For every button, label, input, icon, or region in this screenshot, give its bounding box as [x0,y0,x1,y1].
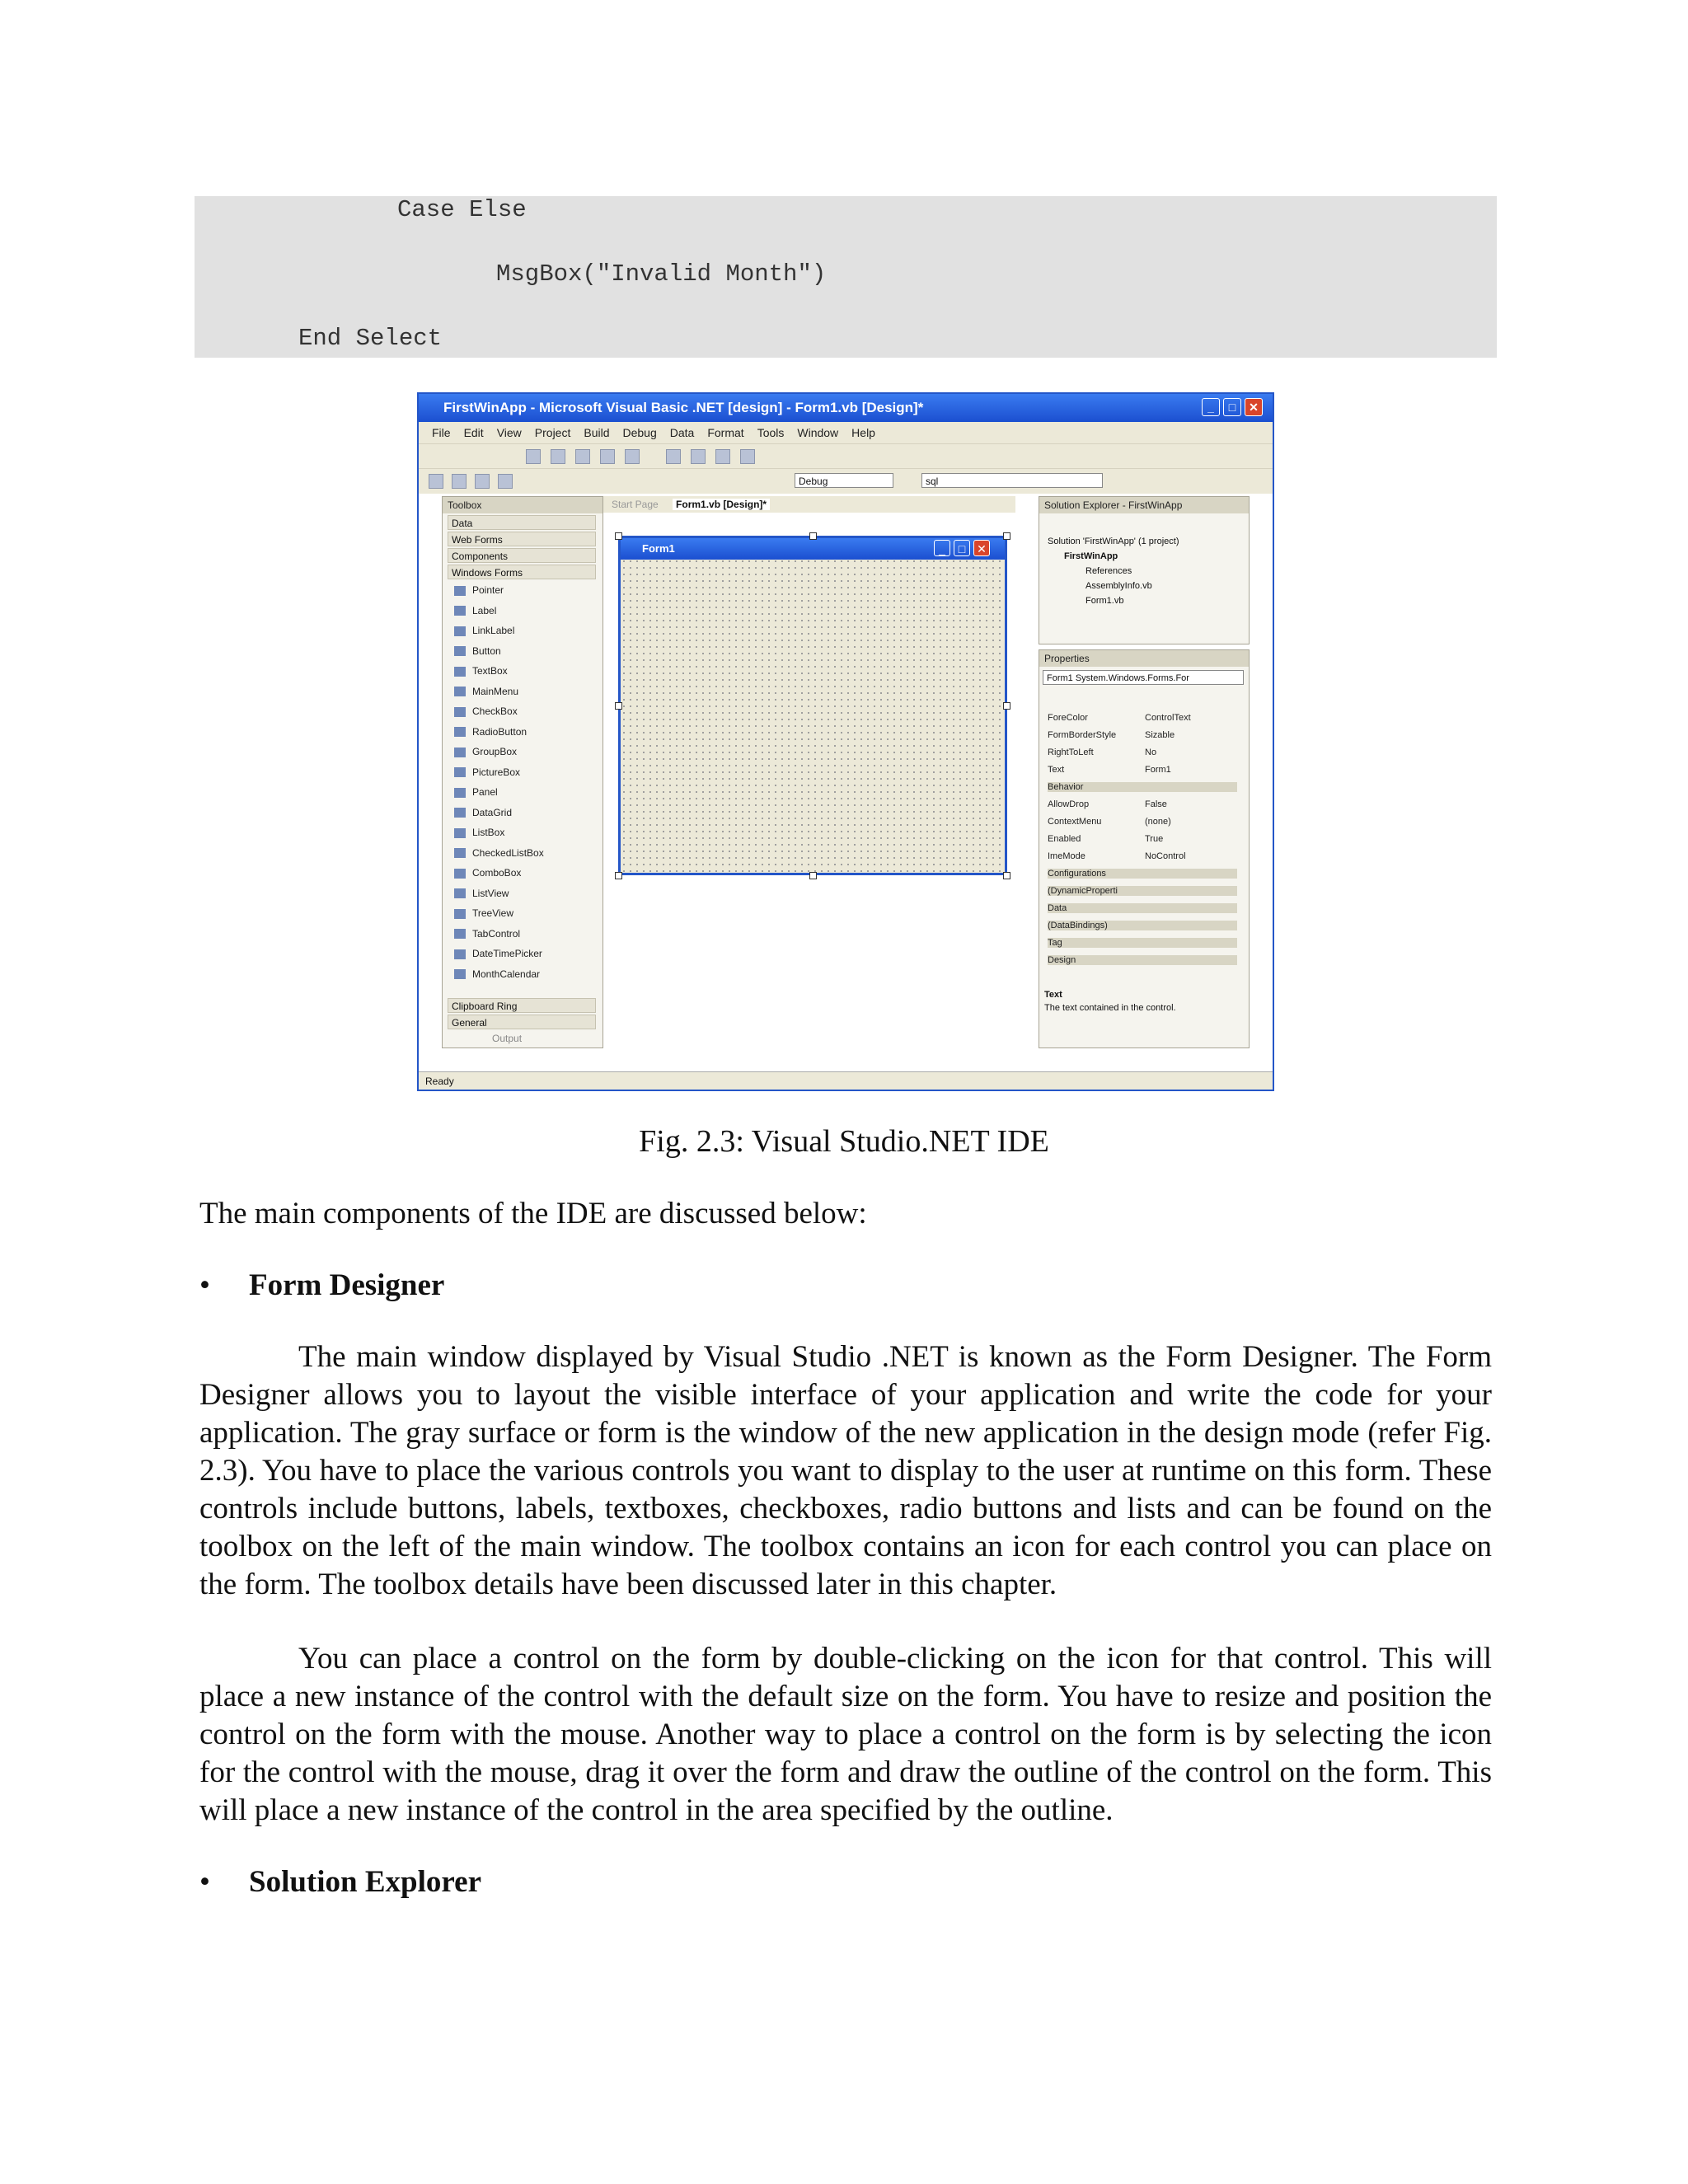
toolbox-item[interactable] [454,948,542,959]
control-icon [454,626,466,636]
property-name: AllowDrop [1048,799,1090,809]
property-name: Design [1048,955,1076,965]
control-icon [454,788,466,798]
property-value: (none) [1145,817,1171,827]
section-heading-form-designer [199,1268,444,1303]
toolbox-item[interactable] [454,625,514,636]
property-value: NoControl [1145,851,1186,861]
find-combo[interactable]: sql [921,473,1103,488]
tab-form1-design[interactable]: Form1.vb [Design]* [673,499,770,510]
toolbox-item-label: RadioButton [472,725,528,738]
output-tab[interactable]: Output [492,1033,523,1044]
menu-item[interactable]: Build [584,426,610,439]
property-name: (DataBindings) [1048,921,1108,930]
toolbox-item-label: MonthCalendar [472,968,541,980]
toolbox-item-label: LinkLabel [472,625,515,636]
toolbar-icon[interactable] [691,449,706,464]
property-value: Form1 [1145,765,1171,775]
window-titlebar [419,394,1273,422]
control-icon [454,586,466,596]
control-icon [454,646,466,656]
resize-handle[interactable] [1003,532,1010,540]
resize-handle[interactable] [615,532,622,540]
menu-item[interactable]: Project [534,426,571,439]
document-tabs [603,496,1015,513]
property-row[interactable] [1048,765,1237,775]
property-row[interactable] [1048,938,1237,948]
property-row[interactable] [1048,851,1237,861]
menu-item[interactable]: View [496,426,522,439]
control-icon [454,667,466,677]
property-row[interactable] [1048,782,1237,792]
property-row[interactable] [1048,955,1237,965]
toolbox-item[interactable] [454,766,520,778]
toolbox-item-label: DateTimePicker [472,948,542,959]
toolbox-item[interactable] [454,605,496,616]
code-line: End Select [298,325,443,352]
properties-object-selector[interactable]: Form1 System.Windows.Forms.For [1043,670,1244,685]
toolbox-item[interactable] [454,968,540,980]
toolbox-tab[interactable]: Web Forms [448,532,596,546]
toolbar-icon[interactable] [429,474,443,489]
control-icon [454,848,466,858]
property-name: Behavior [1048,782,1084,792]
property-name: Tag [1048,938,1062,948]
property-name: ImeMode [1048,851,1085,861]
properties-panel [1039,649,1250,1048]
tree-node[interactable]: AssemblyInfo.vb [1085,581,1152,591]
solution-explorer-title: Solution Explorer - FirstWinApp [1039,497,1249,513]
toolbar-icon[interactable] [625,449,640,464]
property-value: ControlText [1145,713,1191,723]
minimize-icon[interactable]: _ [1202,398,1220,416]
toolbox-item[interactable] [454,705,518,717]
toolbox-item-label: PictureBox [472,766,521,778]
toolbox-item[interactable] [454,686,518,697]
control-icon [454,727,466,737]
property-row[interactable] [1048,817,1237,827]
control-icon [454,707,466,717]
property-row[interactable] [1048,921,1237,930]
control-icon [454,606,466,616]
config-dropdown[interactable]: Debug [795,473,893,488]
toolbox-item[interactable] [454,746,517,757]
menu-item[interactable]: Tools [757,426,785,439]
resize-handle[interactable] [1003,702,1010,710]
property-name: ContextMenu [1048,817,1102,827]
toolbar-icon[interactable] [740,449,755,464]
control-icon [454,888,466,898]
toolbox-item[interactable] [454,807,512,818]
resize-handle[interactable] [615,872,622,879]
toolbox-item-label: Label [472,604,497,616]
property-description-text: The text contained in the control. [1044,1003,1176,1013]
menu-bar [419,422,1273,443]
control-icon [454,828,466,838]
maximize-icon[interactable]: □ [1223,398,1241,416]
property-name: Configurations [1048,869,1106,879]
property-value: Sizable [1145,730,1175,740]
property-description-title: Text [1044,990,1062,1000]
property-name: FormBorderStyle [1048,730,1117,740]
control-icon [454,869,466,879]
menu-item[interactable]: Edit [463,426,484,439]
menu-item[interactable]: Format [707,426,744,439]
toolbox-item-label: CheckBox [472,705,518,717]
toolbox-item-label: Pointer [472,584,504,596]
toolbox-item[interactable] [454,888,509,899]
code-block [195,196,1497,358]
properties-title: Properties [1039,650,1249,667]
toolbox-item[interactable] [454,786,498,798]
control-icon [454,929,466,939]
control-icon [454,687,466,696]
figure-caption: Fig. 2.3: Visual Studio.NET IDE [639,1124,1049,1159]
toolbox-item-label: Panel [472,786,498,798]
toolbar-icon[interactable] [575,449,590,464]
toolbox-item-label: ListBox [472,827,505,838]
property-name: ForeColor [1048,713,1088,723]
resize-handle[interactable] [615,702,622,710]
toolbar-icon[interactable] [498,474,513,489]
property-value: False [1145,799,1167,809]
toolbox-item-label: GroupBox [472,746,518,757]
control-icon [454,767,466,777]
resize-handle[interactable] [809,532,817,540]
close-icon: ✕ [973,540,990,556]
toolbox-item[interactable] [454,584,504,596]
toolbox-item-label: DataGrid [472,806,513,818]
toolbox-item[interactable] [454,907,513,919]
menu-item[interactable]: Window [797,426,839,439]
toolbox-item-label: TextBox [472,665,508,677]
toolbox-item-label: CheckedListBox [472,846,544,859]
toolbar-icon[interactable] [452,474,467,489]
paragraph: The main window displayed by Visual Studio .NET is known as the Form Designer. The Form Designer allows you to layout the visible interface of your application and write the code for your application. The gray surface or form is the window of the new application in the design mode (refer Fig. 2.3). You have to place the various controls you want to display to the user at runtime on this form. These controls include buttons, labels, textboxes, checkboxes, radio buttons and lists and can be found on the toolbox on the left of the main window. The toolbox contains an icon for each control you can place on the form. The toolbox details have been discussed later in this chapter. [199,1340,1492,1601]
bullet-icon: • [199,1865,210,1899]
maximize-icon: □ [954,540,970,556]
toolbox-item[interactable] [454,726,527,738]
toolbar-build [419,468,1273,494]
tab-start-page[interactable]: Start Page [612,499,659,510]
control-icon [454,949,466,959]
ide-screenshot [417,392,1274,1091]
close-icon[interactable]: ✕ [1245,398,1263,416]
toolbox-item[interactable] [454,847,544,859]
property-name: Text [1048,765,1065,775]
menu-item[interactable]: Help [851,426,875,439]
property-row[interactable] [1048,886,1237,896]
solution-explorer-panel [1039,496,1250,644]
toolbox-item[interactable] [454,645,501,657]
tree-node[interactable]: FirstWinApp [1064,551,1118,561]
heading-text: Form Designer [249,1268,445,1302]
control-icon [454,969,466,979]
toolbox-item[interactable] [454,827,504,838]
toolbox-item[interactable] [454,928,520,940]
property-row[interactable] [1048,748,1237,757]
tree-node[interactable]: Form1.vb [1085,596,1124,606]
toolbox-item-label: TabControl [472,927,521,940]
toolbox-tab[interactable]: Windows Forms [448,565,596,579]
resize-handle[interactable] [809,872,817,879]
toolbox-tab[interactable]: Components [448,548,596,563]
toolbar-standard [419,443,1273,469]
code-line: Case Else [397,196,527,223]
control-icon [454,748,466,757]
property-value: No [1145,748,1157,757]
code-line: MsgBox("Invalid Month") [496,260,827,288]
toolbox-item-label: MainMenu [472,685,519,697]
paragraph: You can place a control on the form by double-clicking on the icon for that control. This will place a new instance of the control with the default size on the form. You have to resize and position the control on the form with the mouse. Another way to place a control on the form is by selecting the icon for the control with the mouse, drag it over the form and draw the outline of the control on the form. This will place a new instance of the control in the area specified by the outline. [199,1642,1492,1827]
toolbox-title: Toolbox [443,497,603,513]
tree-node[interactable]: Solution 'FirstWinApp' (1 project) [1048,537,1179,546]
menu-item[interactable]: File [432,426,451,439]
resize-handle[interactable] [1003,872,1010,879]
tree-node[interactable]: References [1085,566,1132,576]
status-bar: Ready [419,1071,1273,1090]
property-row[interactable] [1048,834,1237,844]
toolbox-panel [442,496,603,1048]
toolbar-icon[interactable] [600,449,615,464]
toolbox-item-label: ListView [472,887,509,899]
menu-item[interactable]: Data [669,426,695,439]
property-row[interactable] [1048,730,1237,740]
toolbox-item[interactable] [454,867,521,879]
toolbox-tab[interactable]: Clipboard Ring [448,998,596,1013]
form1-title: Form1 [621,538,1005,560]
property-row[interactable] [1048,713,1237,723]
toolbox-item-label: TreeView [472,907,514,919]
control-icon [454,909,466,919]
property-row[interactable] [1048,799,1237,809]
form1-window[interactable] [618,536,1007,875]
heading-text: Solution Explorer [249,1865,481,1899]
toolbar-icon[interactable] [551,449,565,464]
property-row[interactable] [1048,903,1237,913]
toolbox-item-label: Button [472,644,501,657]
toolbox-item-label: ComboBox [472,867,522,879]
menu-item[interactable]: Debug [622,426,657,439]
property-name: RightToLeft [1048,748,1094,757]
control-icon [454,808,466,818]
property-name: Enabled [1048,834,1081,844]
property-value: True [1145,834,1164,844]
bullet-icon: • [199,1268,210,1302]
toolbox-item[interactable] [454,665,508,677]
property-name: (DynamicProperti [1048,886,1118,896]
toolbox-tab[interactable]: Data [448,515,596,530]
intro-text: The main components of the IDE are discussed below: [199,1197,867,1230]
toolbar-icon[interactable] [666,449,681,464]
property-row[interactable] [1048,869,1237,879]
toolbar-icon[interactable] [715,449,730,464]
toolbox-tab[interactable]: General [448,1015,596,1029]
toolbar-icon[interactable] [526,449,541,464]
toolbar-icon[interactable] [475,474,490,489]
minimize-icon: _ [934,540,950,556]
window-title: FirstWinApp - Microsoft Visual Basic .NET [design] - Form1.vb [Design]* [443,400,924,415]
section-heading-solution-explorer [199,1864,481,1900]
property-name: Data [1048,903,1067,913]
